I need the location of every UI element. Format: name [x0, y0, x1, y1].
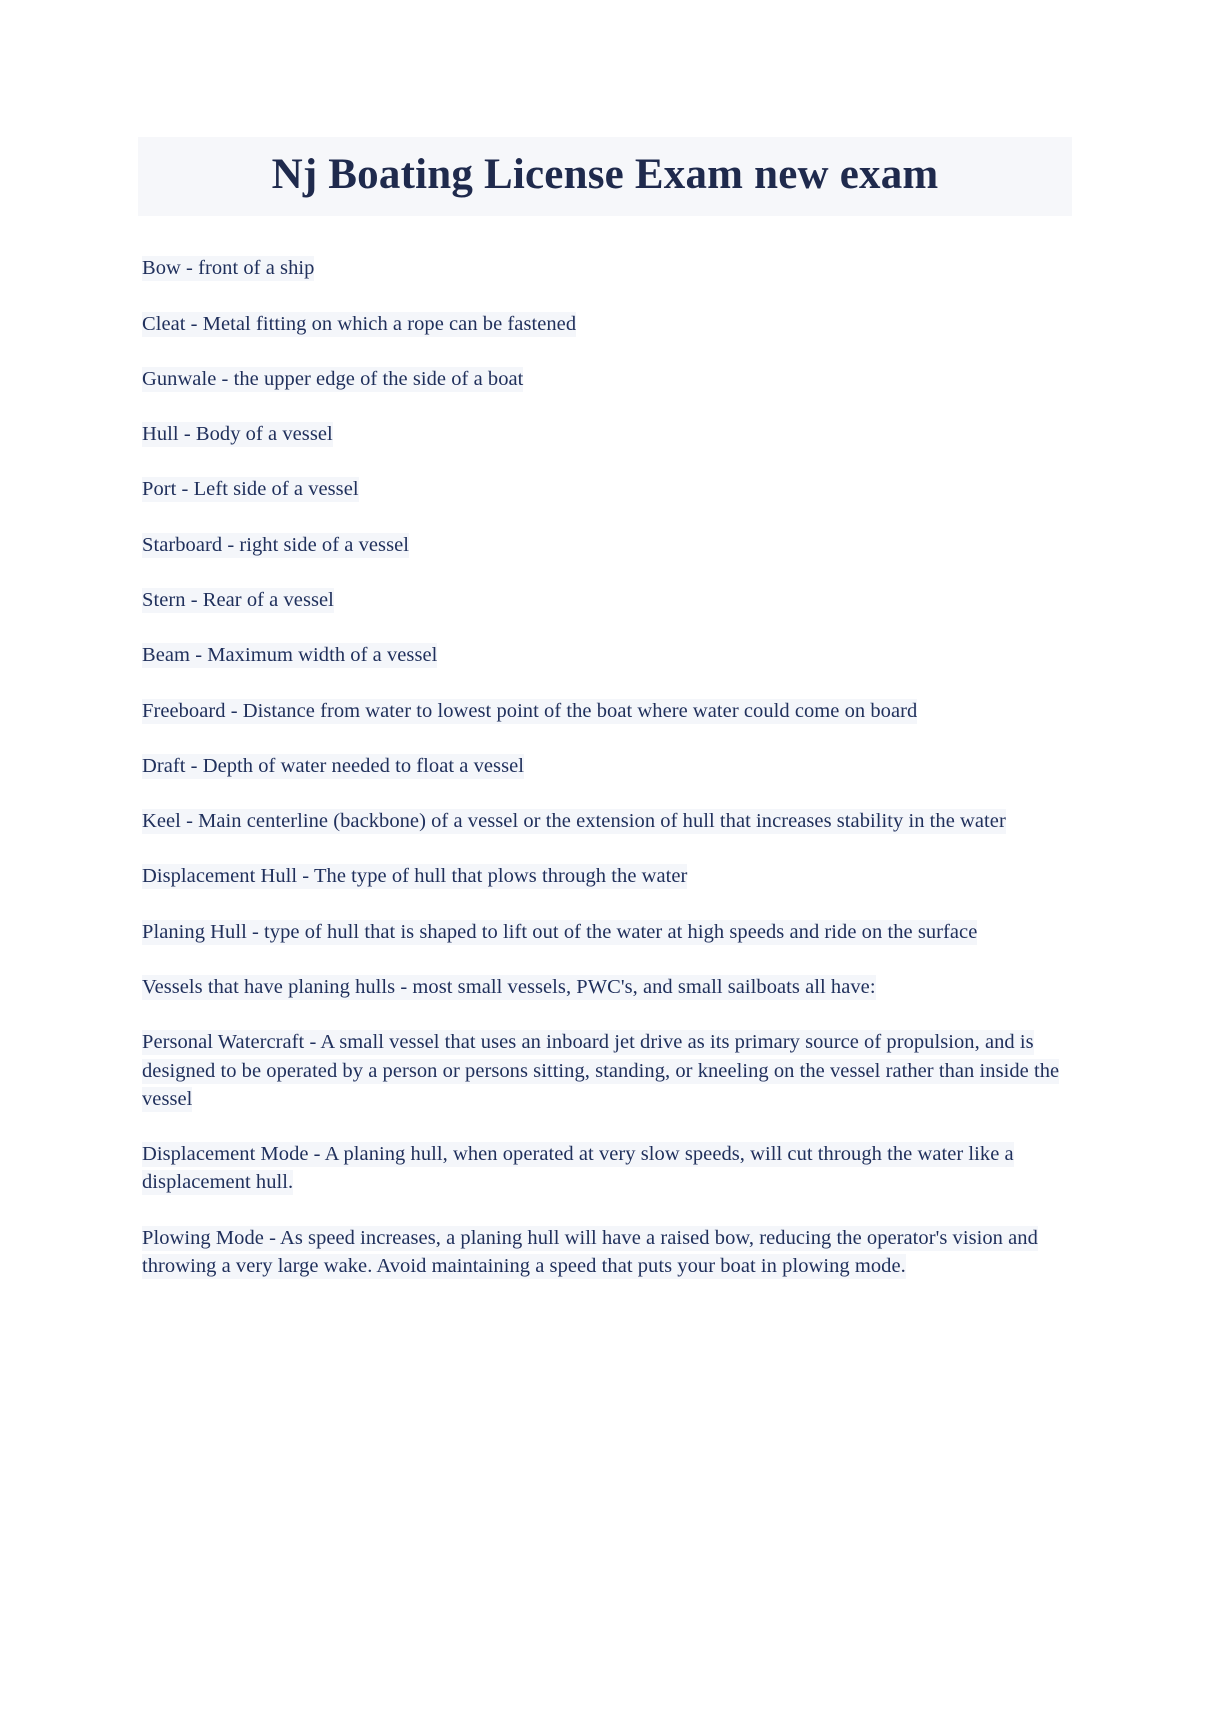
- entry-text: Displacement Hull - The type of hull that plows through the water: [142, 865, 688, 888]
- list-item: [142, 973, 1074, 1001]
- document-page: [0, 137, 1224, 1721]
- entry-text: Cleat - Metal fitting on which a rope can be fastened: [142, 312, 577, 335]
- list-item: [142, 420, 1074, 448]
- entry-text: Hull - Body of a vessel: [142, 423, 333, 446]
- list-item: [142, 586, 1074, 614]
- list-item: [142, 641, 1074, 669]
- entry-text: Personal Watercraft - A small vessel that uses an inboard jet drive as its primary source of propulsion, and is designed to be operated by a person or persons sitting, standing, or kneeling on the vessel rather than inside the vessel: [142, 1031, 1060, 1110]
- entry-text: Plowing Mode - As speed increases, a planing hull will have a raised bow, reducing the operator's vision and throwing a very large wake. Avoid maintaining a speed that puts your boat in plowing mode.: [142, 1226, 1038, 1277]
- list-item: [142, 310, 1074, 338]
- list-item: [142, 531, 1074, 559]
- list-item: [142, 1224, 1080, 1281]
- entry-text: Gunwale - the upper edge of the side of a boat: [142, 367, 524, 390]
- entry-text: Planing Hull - type of hull that is shaped to lift out of the water at high speeds and ride on the surface: [142, 920, 978, 943]
- list-item: [142, 918, 1080, 946]
- entry-text: Freeboard - Distance from water to lowest point of the boat where water could come on board: [142, 699, 918, 722]
- list-item: [142, 1028, 1080, 1113]
- entry-text: Displacement Mode - A planing hull, when operated at very slow speeds, will cut through the water like a displacement hull.: [142, 1143, 1014, 1194]
- entry-text: Bow - front of a ship: [142, 257, 315, 280]
- list-item: [142, 862, 1074, 890]
- document-body: [142, 254, 1074, 1280]
- list-item: [142, 254, 1074, 282]
- entry-text: Vessels that have planing hulls - most small vessels, PWC's, and small sailboats all have:: [142, 975, 876, 998]
- page-title: Nj Boating License Exam new exam: [271, 151, 939, 198]
- list-item: [142, 752, 1074, 780]
- entry-text: Draft - Depth of water needed to float a vessel: [142, 754, 525, 777]
- entry-text: Port - Left side of a vessel: [142, 478, 359, 501]
- entry-text: Starboard - right side of a vessel: [142, 533, 409, 556]
- entry-text: Beam - Maximum width of a vessel: [142, 644, 438, 667]
- entry-text: Keel - Main centerline (backbone) of a vessel or the extension of hull that increases stability in the water: [142, 810, 1006, 833]
- list-item: [142, 1140, 1080, 1197]
- list-item: [142, 475, 1074, 503]
- list-item: [142, 365, 1074, 393]
- list-item: [142, 697, 1080, 725]
- document-title-band: [138, 137, 1072, 216]
- list-item: [142, 807, 1080, 835]
- entry-text: Stern - Rear of a vessel: [142, 588, 334, 611]
